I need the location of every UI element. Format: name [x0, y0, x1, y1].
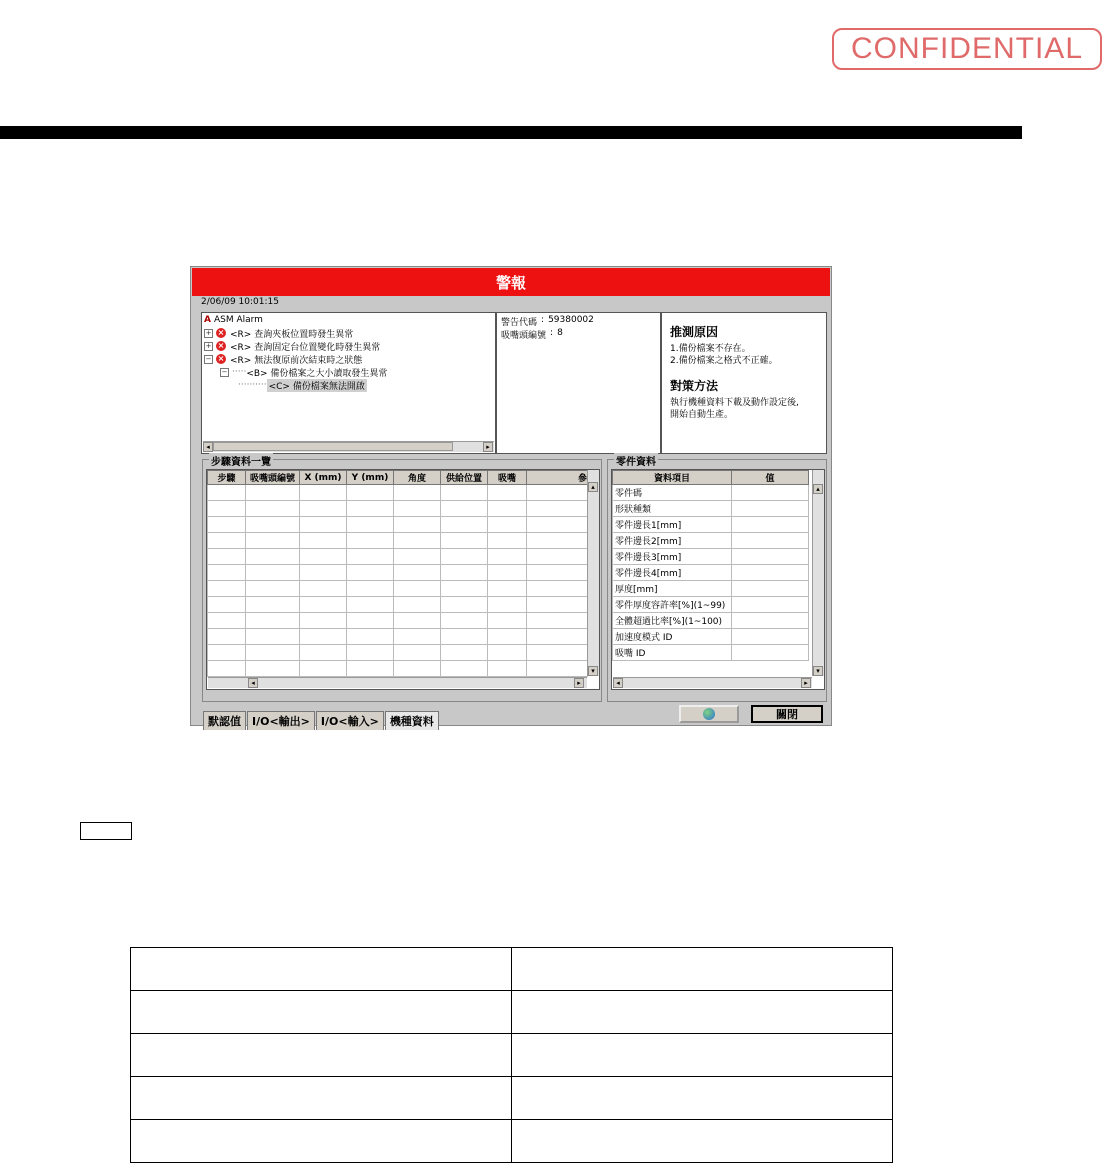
column-header[interactable]: 吸嘴頭編號 — [246, 471, 300, 485]
table-row[interactable]: 零件碼 — [613, 485, 809, 501]
window-title: 警報 — [192, 268, 830, 296]
fix-line: 開始自動生產。 — [670, 410, 734, 420]
tree-hscrollbar[interactable] — [203, 441, 494, 452]
alarm-window — [190, 266, 832, 726]
scroll-up-icon[interactable]: ▴ — [588, 482, 598, 492]
scroll-left-icon[interactable]: ◂ — [203, 442, 213, 452]
fix-line: 執行機種資料下載及動作設定後, — [670, 398, 799, 408]
parts-data-label: 零件資料 — [614, 453, 658, 468]
table-row[interactable] — [208, 597, 588, 613]
table-row[interactable]: 厚度[mm] — [613, 581, 809, 597]
table-row[interactable] — [208, 533, 588, 549]
step-data-group — [202, 459, 602, 702]
blank-table — [130, 947, 893, 1163]
scroll-right-icon[interactable]: ▸ — [574, 678, 584, 688]
table-row — [131, 1034, 893, 1077]
tree-item[interactable]: + × <R> 查詢固定台位置變化時發生異常 — [205, 341, 381, 353]
table-row[interactable]: 零件邊長2[mm] — [613, 533, 809, 549]
scroll-right-icon[interactable]: ▸ — [483, 442, 493, 452]
parts-vscrollbar[interactable] — [812, 470, 824, 676]
column-header[interactable]: 角度 — [394, 471, 441, 485]
table-row[interactable] — [208, 501, 588, 517]
table-row[interactable]: 全體超過比率[%](1~100) — [613, 613, 809, 629]
tree-grandchild[interactable]: ·········· <C> 備份檔案無法開啟 — [238, 380, 365, 392]
globe-icon — [703, 708, 715, 720]
column-header[interactable]: X (mm) — [300, 471, 347, 485]
header-rule — [0, 126, 1022, 139]
fix-title: 對策方法 — [670, 379, 719, 393]
small-box — [80, 822, 132, 840]
table-row[interactable]: 形狀種類 — [613, 501, 809, 517]
scroll-thumb[interactable] — [213, 442, 453, 451]
table-row[interactable]: 零件邊長3[mm] — [613, 549, 809, 565]
head-number-label: 吸嘴頭編號 — [501, 331, 547, 341]
table-row[interactable] — [208, 629, 588, 645]
step-hscrollbar[interactable] — [208, 677, 587, 688]
table-row[interactable] — [208, 661, 588, 677]
table-row — [131, 1120, 893, 1163]
table-row[interactable]: 零件邊長4[mm] — [613, 565, 809, 581]
cause-line: 1.備份檔案不存在。 — [670, 344, 751, 354]
expand-icon[interactable]: + — [205, 328, 212, 337]
tab-model-data[interactable]: 機種資料 — [385, 711, 439, 730]
alarm-info-panel: 警告代碼 : 59380002 吸嘴頭編號 : 8 — [496, 312, 661, 454]
cause-line: 2.備份檔案之格式不正確。 — [670, 356, 778, 366]
tab-io-input[interactable]: I/O<輸入> — [316, 711, 384, 730]
scroll-left-icon[interactable]: ◂ — [613, 678, 623, 688]
close-button[interactable]: 關閉 — [751, 705, 823, 723]
column-header[interactable]: Y (mm) — [347, 471, 394, 485]
tree-item[interactable]: − × <R> 無法復原前次結束時之狀態 — [205, 354, 363, 366]
parts-data-group — [607, 459, 827, 702]
table-row[interactable] — [208, 549, 588, 565]
alarm-tree-panel[interactable] — [201, 312, 496, 454]
table-row[interactable]: 加速度模式 ID — [613, 629, 809, 645]
alarm-code-label: 警告代碼 — [501, 318, 538, 328]
step-header-row — [208, 471, 588, 485]
tree-root[interactable]: A ASM Alarm — [204, 315, 263, 325]
table-row — [131, 1077, 893, 1120]
column-header[interactable]: 吸嘴 — [488, 471, 527, 485]
table-row[interactable]: 吸嘴 ID — [613, 645, 809, 661]
scroll-up-icon[interactable]: ▴ — [813, 484, 823, 494]
column-header[interactable]: 資料項目 — [613, 471, 732, 485]
error-icon: × — [217, 328, 225, 337]
table-row[interactable] — [208, 485, 588, 501]
table-row[interactable] — [208, 613, 588, 629]
tab-io-output[interactable]: I/O<輸出> — [247, 711, 315, 730]
error-icon: × — [217, 341, 225, 350]
collapse-icon[interactable]: − — [221, 367, 228, 376]
column-header[interactable]: 值 — [732, 471, 809, 485]
globe-button[interactable] — [679, 705, 739, 723]
tab-default[interactable]: 默認值 — [203, 711, 246, 730]
table-row[interactable] — [208, 645, 588, 661]
table-row — [131, 991, 893, 1034]
parts-data-grid[interactable] — [611, 469, 825, 690]
scroll-down-icon[interactable]: ▾ — [588, 666, 598, 676]
collapse-icon[interactable]: − — [205, 354, 212, 363]
tree-child[interactable]: − ····· <B> 備份檔案之大小讀取發生異常 — [221, 367, 388, 379]
parts-hscrollbar[interactable] — [613, 677, 812, 688]
asm-alarm-icon: A — [204, 315, 211, 325]
confidential-stamp: CONFIDENTIAL — [832, 28, 1102, 70]
scroll-left-icon[interactable]: ◂ — [248, 678, 258, 688]
error-icon: × — [217, 354, 225, 363]
alarm-code-value: 59380002 — [548, 315, 594, 325]
bottom-tabs — [203, 711, 440, 730]
scroll-down-icon[interactable]: ▾ — [813, 666, 823, 676]
table-row[interactable] — [208, 565, 588, 581]
column-header[interactable]: 參 — [527, 471, 588, 485]
column-header[interactable]: 供給位置 — [441, 471, 488, 485]
table-row[interactable] — [208, 517, 588, 533]
parts-header-row — [613, 471, 809, 485]
table-row[interactable] — [208, 581, 588, 597]
table-row — [131, 948, 893, 991]
step-vscrollbar[interactable] — [587, 470, 599, 676]
expand-icon[interactable]: + — [205, 341, 212, 350]
step-data-grid[interactable] — [206, 469, 600, 690]
tree-item[interactable]: + × <R> 查詢夾板位置時發生異常 — [205, 328, 354, 340]
table-row[interactable]: 零件厚度容許率[%](1~99) — [613, 597, 809, 613]
head-number-value: 8 — [557, 328, 563, 338]
step-data-label: 步驟資料一覽 — [209, 453, 273, 468]
alarm-timestamp: 2/06/09 10:01:15 — [201, 297, 279, 307]
table-row[interactable]: 零件邊長1[mm] — [613, 517, 809, 533]
cause-panel — [661, 312, 827, 454]
cause-title: 推測原因 — [670, 325, 719, 339]
column-header[interactable]: 步驟 — [208, 471, 246, 485]
scroll-right-icon[interactable]: ▸ — [801, 678, 811, 688]
